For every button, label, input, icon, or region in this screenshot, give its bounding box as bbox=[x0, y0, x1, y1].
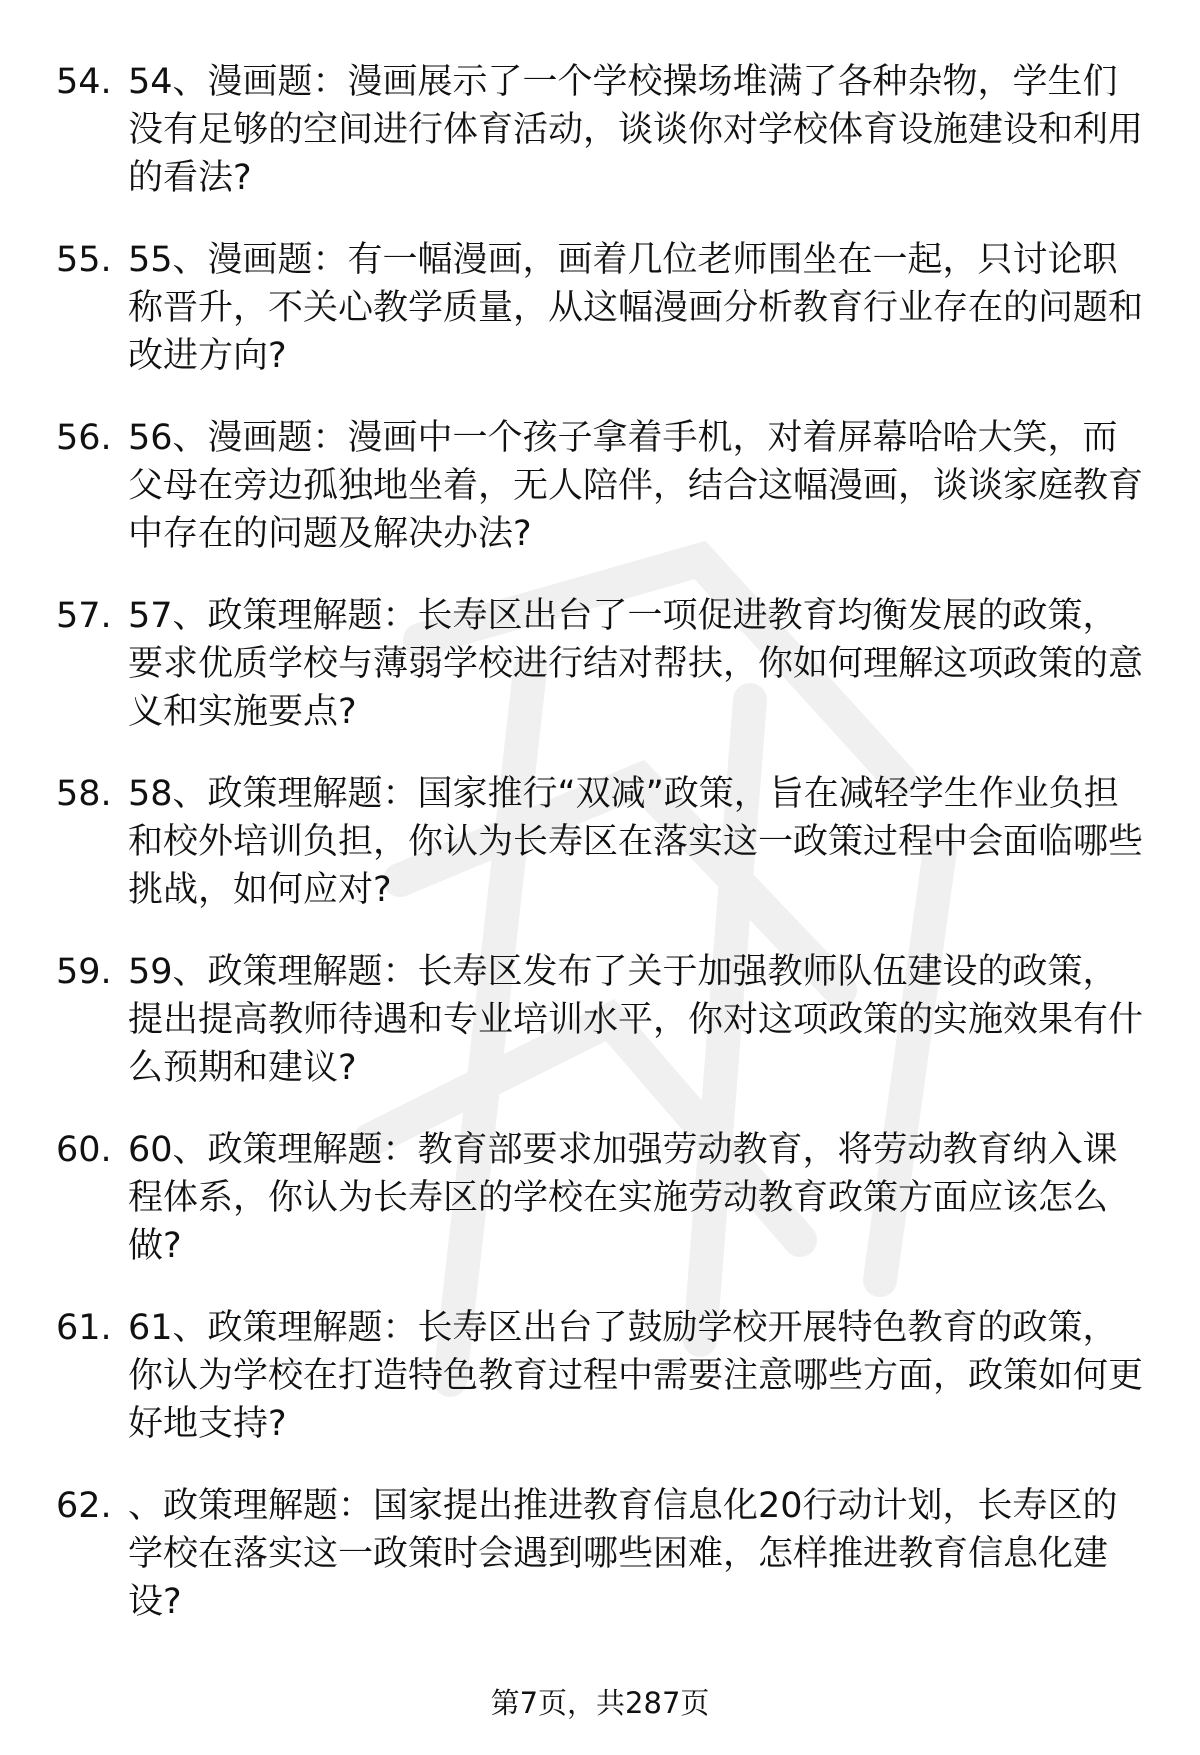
question-text: 56、漫画题：漫画中一个孩子拿着手机，对着屏幕哈哈大笑，而父母在旁边孤独地坐着，无人陪伴，结合这幅漫画，谈谈家庭教育中存在的问题及解决办法? bbox=[128, 418, 1144, 554]
question-number: 54. bbox=[56, 62, 112, 102]
question-list bbox=[56, 58, 1146, 1660]
question-item-62 bbox=[56, 1482, 1146, 1660]
question-text: 61、政策理解题：长寿区出台了鼓励学校开展特色教育的政策，你认为学校在打造特色教育过程中需要注意哪些方面，政策如何更好地支持? bbox=[128, 1308, 1144, 1444]
question-text: 58、政策理解题：国家推行“双减”政策，旨在减轻学生作业负担和校外培训负担，你认为长寿区在落实这一政策过程中会面临哪些挑战，如何应对? bbox=[128, 774, 1144, 910]
question-item-57 bbox=[56, 592, 1146, 770]
question-text: 59、政策理解题：长寿区发布了关于加强教师队伍建设的政策，提出提高教师待遇和专业培训水平，你对这项政策的实施效果有什么预期和建议? bbox=[128, 952, 1144, 1088]
question-number: 57. bbox=[56, 596, 112, 636]
question-number: 59. bbox=[56, 952, 112, 992]
question-item-60 bbox=[56, 1126, 1146, 1304]
question-text: 55、漫画题：有一幅漫画，画着几位老师围坐在一起，只讨论职称晋升，不关心教学质量，从这幅漫画分析教育行业存在的问题和改进方向? bbox=[128, 240, 1144, 376]
question-item-59 bbox=[56, 948, 1146, 1126]
question-item-54 bbox=[56, 58, 1146, 236]
page-footer: 第7页，共287页 bbox=[490, 1686, 710, 1720]
question-number: 56. bbox=[56, 418, 112, 458]
question-text: 60、政策理解题：教育部要求加强劳动教育，将劳动教育纳入课程体系，你认为长寿区的学校在实施劳动教育政策方面应该怎么做? bbox=[128, 1130, 1118, 1266]
question-item-58 bbox=[56, 770, 1146, 948]
question-item-61 bbox=[56, 1304, 1146, 1482]
question-number: 61. bbox=[56, 1308, 112, 1348]
question-number: 60. bbox=[56, 1130, 112, 1170]
question-item-56 bbox=[56, 414, 1146, 592]
question-number: 58. bbox=[56, 774, 112, 814]
question-text: 、政策理解题：国家提出推进教育信息化20行动计划，长寿区的学校在落实这一政策时会遇到哪些困难，怎样推进教育信息化建设? bbox=[128, 1486, 1118, 1622]
question-item-55 bbox=[56, 236, 1146, 414]
question-text: 54、漫画题：漫画展示了一个学校操场堆满了各种杂物，学生们没有足够的空间进行体育活动，谈谈你对学校体育设施建设和利用的看法? bbox=[128, 62, 1144, 198]
question-number: 62. bbox=[56, 1486, 112, 1526]
question-number: 55. bbox=[56, 240, 112, 280]
question-text: 57、政策理解题：长寿区出台了一项促进教育均衡发展的政策，要求优质学校与薄弱学校进行结对帮扶，你如何理解这项政策的意义和实施要点? bbox=[128, 596, 1144, 732]
